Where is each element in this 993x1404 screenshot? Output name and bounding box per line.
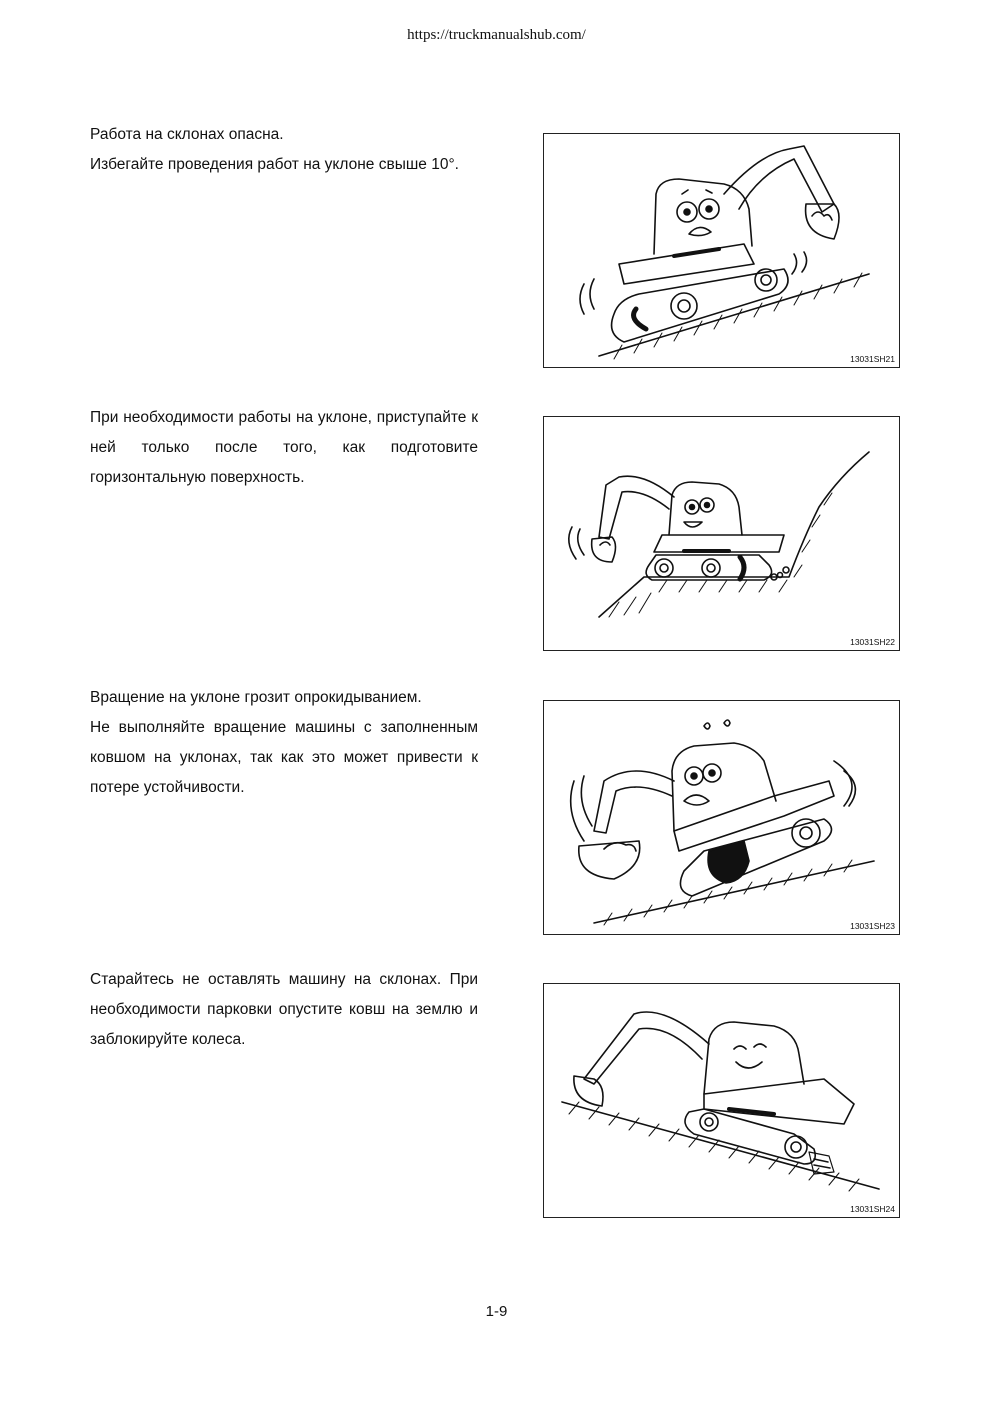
paragraph: Работа на склонах опасна. (90, 126, 284, 143)
figure-code: 13031SH24 (850, 1204, 895, 1214)
excavator-parked-with-bucket-down-illustration (544, 984, 899, 1217)
excavator-on-leveled-platform-illustration (544, 417, 899, 650)
figure-parking (543, 983, 900, 1218)
header-url: https://truckmanualshub.com/ (407, 27, 586, 43)
paragraph: При необходимости работы на уклоне, приступайте к ней только после того, как подготовите горизонтальную поверхность. (90, 409, 478, 486)
figure-swing-danger (543, 700, 900, 935)
figure-code: 13031SH23 (850, 921, 895, 931)
figure-code: 13031SH22 (850, 637, 895, 647)
section-level-surface (90, 403, 478, 493)
page-number: 1-9 (485, 1303, 508, 1320)
figure-code: 13031SH21 (850, 354, 895, 364)
paragraph: Вращение на уклоне грозит опрокидыванием. (90, 689, 422, 706)
section-swing-danger (90, 683, 478, 803)
figure-level-surface (543, 416, 900, 651)
paragraph: Не выполняйте вращение машины с заполненным ковшом на уклонах, так как это может привести к потере устойчивости. (90, 719, 478, 796)
section-parking (90, 965, 478, 1055)
excavator-on-slope-scared-illustration (544, 134, 899, 367)
figure-slope-danger (543, 133, 900, 368)
excavator-swinging-on-slope-illustration (544, 701, 899, 934)
section-slope-danger (90, 120, 478, 180)
paragraph: Старайтесь не оставлять машину на склонах. При необходимости парковки опустите ковш на землю и заблокируйте колеса. (90, 971, 478, 1048)
paragraph: Избегайте проведения работ на уклоне свыше 10°. (90, 156, 459, 173)
